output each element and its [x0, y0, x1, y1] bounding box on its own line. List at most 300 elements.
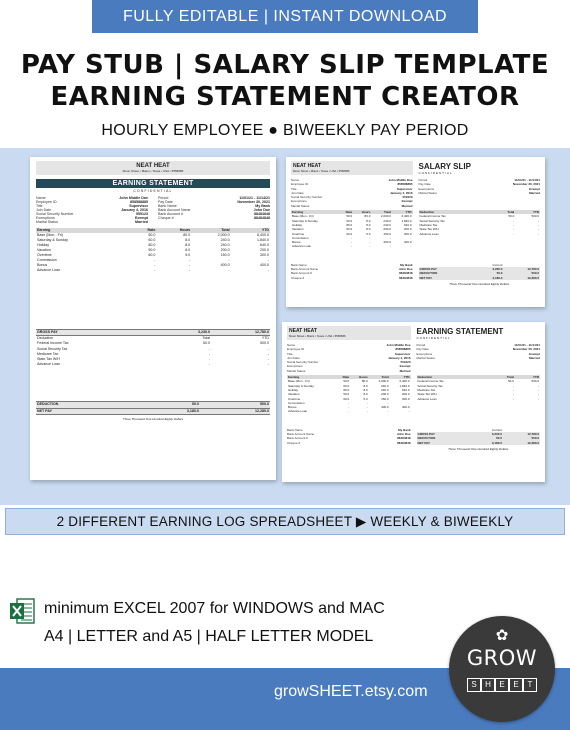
field-label: Marital Status: [287, 368, 306, 373]
header-cell: Total: [191, 228, 230, 233]
header-cell: Deduction: [37, 336, 54, 341]
field-row: [419, 191, 541, 195]
salary-slip-header: [291, 161, 540, 175]
table-row: [419, 232, 541, 236]
table-cell: -: [513, 218, 515, 223]
table-cell: Holiday: [292, 222, 303, 227]
field-value: January 4, 2016: [121, 208, 148, 212]
table-cell: -: [410, 244, 412, 249]
table-cell: 400.0: [383, 240, 391, 245]
header-cell: Hours: [353, 210, 371, 214]
table-cell: 8.0: [185, 243, 191, 247]
table-cell: Medicare Tax: [419, 222, 438, 227]
table-cell: -: [538, 231, 539, 236]
table-cell: 2,000.0: [217, 233, 230, 237]
table-cell: 300.0: [403, 231, 412, 236]
table-cell: Social Security Tax: [417, 383, 443, 388]
table-cell: -: [538, 396, 539, 401]
table-cell: 240.0: [381, 387, 389, 392]
field-label: Period: [418, 178, 428, 182]
field-row: [158, 216, 270, 220]
header-cell: Earning: [291, 210, 339, 214]
total-row: [417, 441, 541, 445]
field-value: 858588885: [397, 182, 413, 187]
field-label: Exemptions: [291, 199, 307, 204]
table-cell: -: [348, 400, 350, 405]
field-value: 858588885: [130, 200, 148, 204]
field-value: 11/01/21 - 11/14/21: [514, 178, 540, 182]
field-value: 88484848: [254, 216, 270, 220]
field-value: 559123: [136, 212, 148, 216]
table-cell: 200.0: [381, 392, 389, 397]
header-cell: Total: [371, 210, 392, 214]
table-cell: 50.0: [148, 248, 156, 252]
field-label: Exemptions: [418, 186, 435, 191]
table-cell: Holiday: [288, 387, 299, 392]
field-row: [291, 276, 413, 280]
growsheet-logo: [449, 616, 555, 722]
table-cell: 240.0: [383, 222, 391, 227]
table-cell: 200.0: [403, 227, 412, 232]
field-value: My Bank: [400, 262, 413, 267]
earnings-table: [291, 210, 413, 249]
confidential-label: CONFIDENTIAL: [418, 171, 453, 175]
field-label: Period: [158, 196, 169, 200]
table-cell: Advance Loan: [417, 396, 437, 401]
table-cell: 300.0: [260, 253, 269, 257]
header-cell: Hours: [156, 228, 191, 233]
field-value: John Middle Doe: [119, 196, 148, 200]
field-label: Cheque #: [287, 440, 301, 445]
table-cell: 60.0: [148, 238, 156, 242]
table-cell: -: [348, 405, 350, 410]
table-cell: -: [538, 218, 539, 223]
field-value: January 4, 2016: [388, 355, 411, 360]
field-value: 858588885: [395, 347, 411, 352]
table-cell: -: [208, 362, 211, 367]
table-cell: Bonus: [288, 405, 297, 410]
table-cell: 3,180.0: [470, 441, 503, 445]
table-cell: -: [410, 235, 412, 240]
earning-statement-tables: [287, 375, 540, 414]
field-value: 559123: [402, 195, 413, 200]
table-cell: -: [538, 383, 539, 388]
table-cell: 5.0: [366, 231, 371, 236]
table-cell: -: [389, 235, 391, 240]
field-value: 11/01/21 - 11/14/21: [514, 343, 540, 347]
banner-text: FULLY EDITABLE | INSTANT DOWNLOAD: [122, 7, 448, 25]
table-cell: -: [512, 383, 514, 388]
employee-fields-left: [36, 196, 148, 224]
field-label: Join Date: [287, 355, 300, 360]
table-cell: NET PAY: [419, 276, 472, 280]
field-row: [36, 220, 148, 224]
table-cell: -: [512, 387, 514, 392]
earnings-table: [287, 375, 411, 414]
table-cell: 12,280.0: [503, 276, 540, 280]
deductions-table: [36, 329, 270, 367]
page-subtitle: HOURLY EMPLOYEE ● BIWEEKLY PAY PERIOD: [101, 122, 469, 139]
table-cell: -: [188, 263, 191, 267]
table-cell: Federal Income Tax: [37, 341, 69, 346]
table-cell: 1,840.0: [401, 218, 412, 223]
field-label: Pay Date: [418, 182, 431, 187]
table-cell: GROSS PAY: [419, 267, 472, 271]
table-cell: Bonus: [37, 263, 48, 267]
field-label: Bank Name: [287, 427, 303, 432]
field-value: Exempt: [529, 351, 540, 356]
table-cell: 50.0: [346, 227, 353, 232]
table-row: [417, 397, 541, 401]
table-cell: 12,780.0: [503, 432, 540, 436]
field-row: [287, 369, 411, 373]
table-cell: 200.0: [220, 248, 230, 252]
field-label: Title: [291, 186, 297, 191]
table-cell: -: [351, 240, 353, 245]
field-label: Join Date: [291, 190, 304, 195]
table-cell: -: [351, 235, 353, 240]
table-cell: Social Security Tax: [37, 346, 68, 351]
earning-log-text: 2 DIFFERENT EARNING LOG SPREADSHEET ▶ WEEKLY & BIWEEKLY: [56, 513, 514, 529]
table-cell: 3,180.0: [471, 276, 503, 280]
field-value: John Doe: [253, 208, 270, 212]
table-cell: -: [408, 400, 410, 405]
field-value: Married: [135, 220, 148, 224]
table-cell: Vacation: [292, 227, 304, 232]
header-cell: YTD: [515, 210, 540, 214]
company-address: Moon Street • Miami • Texas • USA • 5558686: [36, 169, 270, 175]
table-cell: -: [267, 268, 269, 272]
table-cell: 240.0: [383, 218, 391, 223]
table-cell: 5.0: [363, 396, 368, 401]
table-cell: 8.0: [363, 387, 368, 392]
table-cell: -: [513, 231, 515, 236]
table-cell: Saturday & Sunday: [288, 383, 314, 388]
table-cell: 8.0: [366, 227, 371, 232]
amount-in-words: Three Thousand One Hundred Eighty Dollars: [448, 446, 509, 451]
table-cell: GROSS PAY: [36, 330, 159, 336]
field-label: Marital Status: [36, 220, 58, 224]
field-label: Employee ID: [291, 182, 309, 187]
table-cell: Vacation: [37, 248, 51, 252]
table-cell: 500.0: [503, 436, 540, 440]
field-label: Exemptions: [36, 216, 55, 220]
company-address: Moon Street • Miami • Texas • USA • 5558686: [291, 169, 413, 175]
table-cell: Saturday & Sunday: [37, 238, 68, 242]
table-cell: 200.0: [383, 227, 391, 232]
field-value: 88484848: [399, 275, 413, 280]
field-value: 88484848: [397, 440, 411, 445]
table-cell: -: [387, 409, 389, 414]
header-cell: Deduction: [419, 210, 493, 214]
totals-table: [417, 428, 541, 445]
field-value: January 4, 2016: [390, 190, 413, 195]
page-title-line1: PAY STUB | SALARY SLIP TEMPLATE: [20, 50, 550, 80]
field-label: Exemptions: [416, 351, 433, 356]
table-cell: Overtime: [37, 253, 52, 257]
table-cell: Advance Loan: [37, 362, 60, 367]
field-label: Bank Name: [291, 262, 307, 267]
table-cell: -: [154, 268, 156, 272]
requirement-excel: minimum EXCEL 2007 for WINDOWS and MAC: [44, 600, 385, 617]
salary-slip-fields: [291, 178, 540, 208]
total-row: [419, 276, 541, 280]
table-cell: Federal Income Tax: [417, 379, 444, 384]
table-cell: 8.0: [366, 222, 371, 227]
table-cell: 640.0: [260, 243, 269, 247]
field-label: Social Security Number: [287, 360, 319, 365]
table-cell: 640.0: [401, 387, 410, 392]
field-value: John Middle Doe: [388, 178, 413, 182]
table-cell: Advance Loan: [292, 244, 312, 249]
field-value: November 30, 2021: [512, 347, 540, 352]
header-cell: Rate: [339, 210, 354, 214]
field-label: Name: [36, 196, 46, 200]
field-value: My Bank: [398, 427, 411, 432]
table-cell: 8.0: [185, 248, 191, 252]
table-cell: -: [267, 351, 269, 356]
table-cell: 400.0: [220, 263, 230, 267]
field-value: Exempt: [401, 199, 413, 204]
field-value: 88484848: [254, 212, 270, 216]
table-cell: Commission: [37, 258, 57, 262]
table-cell: 60.0: [346, 231, 353, 236]
field-label: Title: [36, 204, 43, 208]
field-value: Married: [529, 355, 540, 360]
field-value: John Doe: [396, 432, 411, 437]
field-value: My Bank: [255, 204, 270, 208]
field-value: 88484848: [399, 271, 413, 276]
table-cell: 500.0: [260, 341, 269, 346]
field-value: John Middle Doe: [386, 343, 411, 347]
header-cell: YTD: [390, 375, 411, 379]
table-cell: 60.0: [148, 253, 156, 257]
flower-icon: ✿: [495, 627, 509, 644]
table-cell: 2,000.0: [380, 214, 391, 219]
table-cell: 200.0: [401, 392, 410, 397]
total-row: [36, 408, 270, 414]
table-cell: NET PAY: [36, 408, 138, 414]
header-cell: YTD: [515, 375, 540, 379]
logo-sheet-text: [467, 678, 537, 692]
table-cell: 2,000.0: [378, 379, 389, 384]
table-cell: -: [538, 392, 539, 397]
table-cell: -: [228, 268, 230, 272]
table-cell: 50.0: [470, 436, 503, 440]
table-cell: 50.0: [508, 214, 515, 219]
table-cell: Advance Loan: [419, 231, 439, 236]
table-cell: 6,400.0: [401, 214, 412, 219]
logo-letter: S: [467, 678, 481, 692]
table-cell: 300.0: [401, 396, 410, 401]
table-cell: Advance Loan: [37, 268, 60, 272]
field-value: John Doe: [398, 267, 413, 272]
table-cell: -: [408, 409, 410, 414]
table-cell: -: [369, 244, 371, 249]
table-cell: -: [267, 346, 269, 351]
field-row: [287, 441, 411, 445]
field-label: Pay Date: [416, 347, 429, 352]
table-cell: 5.0: [185, 253, 191, 257]
deductions-table: [419, 210, 541, 236]
table-cell: Commission: [292, 235, 309, 240]
earning-statement-heading: EARNING STATEMENT: [416, 327, 504, 336]
field-label: Bank Account Name: [158, 208, 191, 212]
table-cell: 60.0: [343, 396, 350, 401]
table-cell: -: [389, 244, 391, 249]
table-cell: Commission: [288, 400, 305, 405]
header-cell: Total: [491, 375, 515, 379]
earning-statement-heading: EARNING STATEMENT: [36, 179, 270, 188]
confidential-label: CONFIDENTIAL: [416, 336, 451, 340]
earning-statement-header: [287, 326, 540, 340]
table-cell: 50.0: [343, 379, 350, 384]
table-cell: Holiday: [37, 243, 49, 247]
table-cell: 150.0: [383, 231, 391, 236]
shop-url[interactable]: growSHEET.etsy.com: [274, 683, 428, 700]
header-cell: Earning: [287, 375, 335, 379]
table-cell: -: [538, 222, 539, 227]
field-label: Bank Account #: [291, 271, 312, 276]
table-cell: Saturday & Sunday: [292, 218, 318, 223]
table-cell: 8.0: [185, 238, 191, 242]
table-cell: -: [512, 396, 514, 401]
table-cell: 60.0: [343, 383, 350, 388]
table-cell: -: [267, 258, 269, 262]
logo-letter: E: [509, 678, 523, 692]
amount-in-words: Three Thousand One Hundred Eighty Dollars: [122, 416, 184, 421]
table-cell: 80.0: [148, 243, 156, 247]
table-cell: 3,230.0: [471, 267, 503, 271]
header-cell: Rate: [335, 375, 350, 379]
table-cell: 50.0: [343, 392, 350, 397]
table-row: [287, 409, 411, 413]
company-name: NEAT HEAT: [287, 326, 411, 334]
table-cell: Medicare Tax: [417, 387, 436, 392]
table-cell: Federal Income Tax: [419, 214, 446, 219]
earning-statement-small-preview: [282, 322, 545, 482]
field-label: Marital Status: [418, 190, 437, 195]
deductions-table: [417, 375, 541, 401]
header-cell: Earning: [36, 228, 129, 233]
field-label: Cheque #: [158, 216, 174, 220]
table-cell: 50.0: [346, 214, 353, 219]
top-banner: [92, 0, 478, 33]
field-label: Pay Date: [158, 200, 173, 204]
field-label: Bank Account Name: [291, 267, 319, 272]
company-name: NEAT HEAT: [291, 161, 413, 169]
table-cell: 1,840.0: [257, 238, 269, 242]
requirement-paper-size: A4 | LETTER and A5 | HALF LETTER MODEL: [44, 628, 374, 645]
table-cell: 12,280.0: [503, 441, 540, 445]
header-cell: YTD: [392, 210, 413, 214]
header-cell: Total: [369, 375, 390, 379]
table-cell: 50.0: [148, 233, 156, 237]
table-cell: Advance Loan: [288, 409, 308, 414]
table-cell: Base (Mon - Fri): [288, 379, 310, 384]
table-cell: 8.0: [363, 383, 368, 388]
header-cell: Total: [202, 336, 211, 341]
field-value: 11/01/21 - 11/14/21: [239, 196, 270, 200]
header-cell: Hours: [350, 375, 369, 379]
table-cell: 12,780.0: [211, 330, 270, 336]
field-value: 88484848: [397, 436, 411, 441]
header-cell: Deduction: [417, 375, 492, 379]
company-address: Moon Street • Miami • Texas • USA • 5558686: [287, 334, 411, 340]
field-value: November 30, 2021: [237, 200, 270, 204]
field-label: Name: [291, 178, 300, 182]
amount-in-words: Three Thousand One Hundred Eighty Dollars: [449, 281, 510, 286]
field-value: 559123: [400, 360, 411, 365]
field-label: Bank Name: [158, 204, 177, 208]
table-cell: 80.0: [364, 214, 371, 219]
table-cell: -: [538, 227, 539, 232]
table-cell: 80.0: [183, 233, 191, 237]
table-cell: DEDUCTION: [419, 271, 472, 275]
table-cell: 240.0: [220, 243, 230, 247]
table-cell: 240.0: [381, 383, 389, 388]
logo-letter: H: [481, 678, 495, 692]
company-name: NEAT HEAT: [36, 161, 270, 169]
table-cell: 150.0: [381, 396, 389, 401]
table-cell: 60.0: [346, 218, 353, 223]
field-label: Bank Account #: [287, 436, 308, 441]
totals-table: [36, 401, 270, 414]
table-cell: 12,780.0: [503, 267, 540, 271]
table-cell: 3,180.0: [138, 408, 199, 414]
table-cell: DEDUCTION: [417, 436, 471, 440]
table-cell: -: [208, 351, 211, 356]
table-cell: -: [348, 409, 350, 414]
field-label: Exemptions: [287, 364, 303, 369]
table-cell: -: [366, 405, 368, 410]
header-cell: YTD: [231, 228, 270, 233]
table-cell: 6,400.0: [399, 379, 410, 384]
field-value: Married: [529, 190, 540, 195]
earning-log-bar: [5, 508, 565, 535]
table-cell: -: [228, 258, 230, 262]
table-cell: 8.0: [366, 218, 371, 223]
earning-statement-preview: [30, 157, 276, 480]
header-cell: YTD: [261, 336, 269, 341]
table-cell: 6,400.0: [257, 233, 269, 237]
table-cell: 50.0: [508, 379, 514, 384]
table-row: [291, 244, 413, 248]
table-cell: DEDUCTION: [36, 402, 138, 408]
table-cell: -: [513, 227, 515, 232]
table-cell: 400.0: [381, 405, 389, 410]
table-cell: State Tax W/H: [37, 357, 60, 362]
table-cell: Current: [492, 262, 503, 267]
table-cell: -: [513, 222, 515, 227]
table-cell: GROSS PAY: [417, 432, 471, 436]
table-cell: -: [512, 392, 514, 397]
field-label: Social Security Number: [291, 195, 323, 200]
field-label: Period: [416, 343, 426, 347]
table-cell: -: [154, 263, 156, 267]
table-cell: Social Security Tax: [419, 218, 445, 223]
earning-statement-fields: [287, 343, 540, 373]
table-cell: Overtime: [288, 396, 301, 401]
header-cell: Rate: [129, 228, 157, 233]
table-cell: Base (Mon - Fri): [37, 233, 63, 237]
table-cell: 500.0: [531, 214, 539, 219]
field-row: [291, 204, 413, 208]
table-cell: 640.0: [403, 222, 412, 227]
salary-slip-footer: [291, 263, 540, 286]
salary-slip-tables: [291, 210, 540, 249]
table-cell: 80.0: [346, 222, 353, 227]
